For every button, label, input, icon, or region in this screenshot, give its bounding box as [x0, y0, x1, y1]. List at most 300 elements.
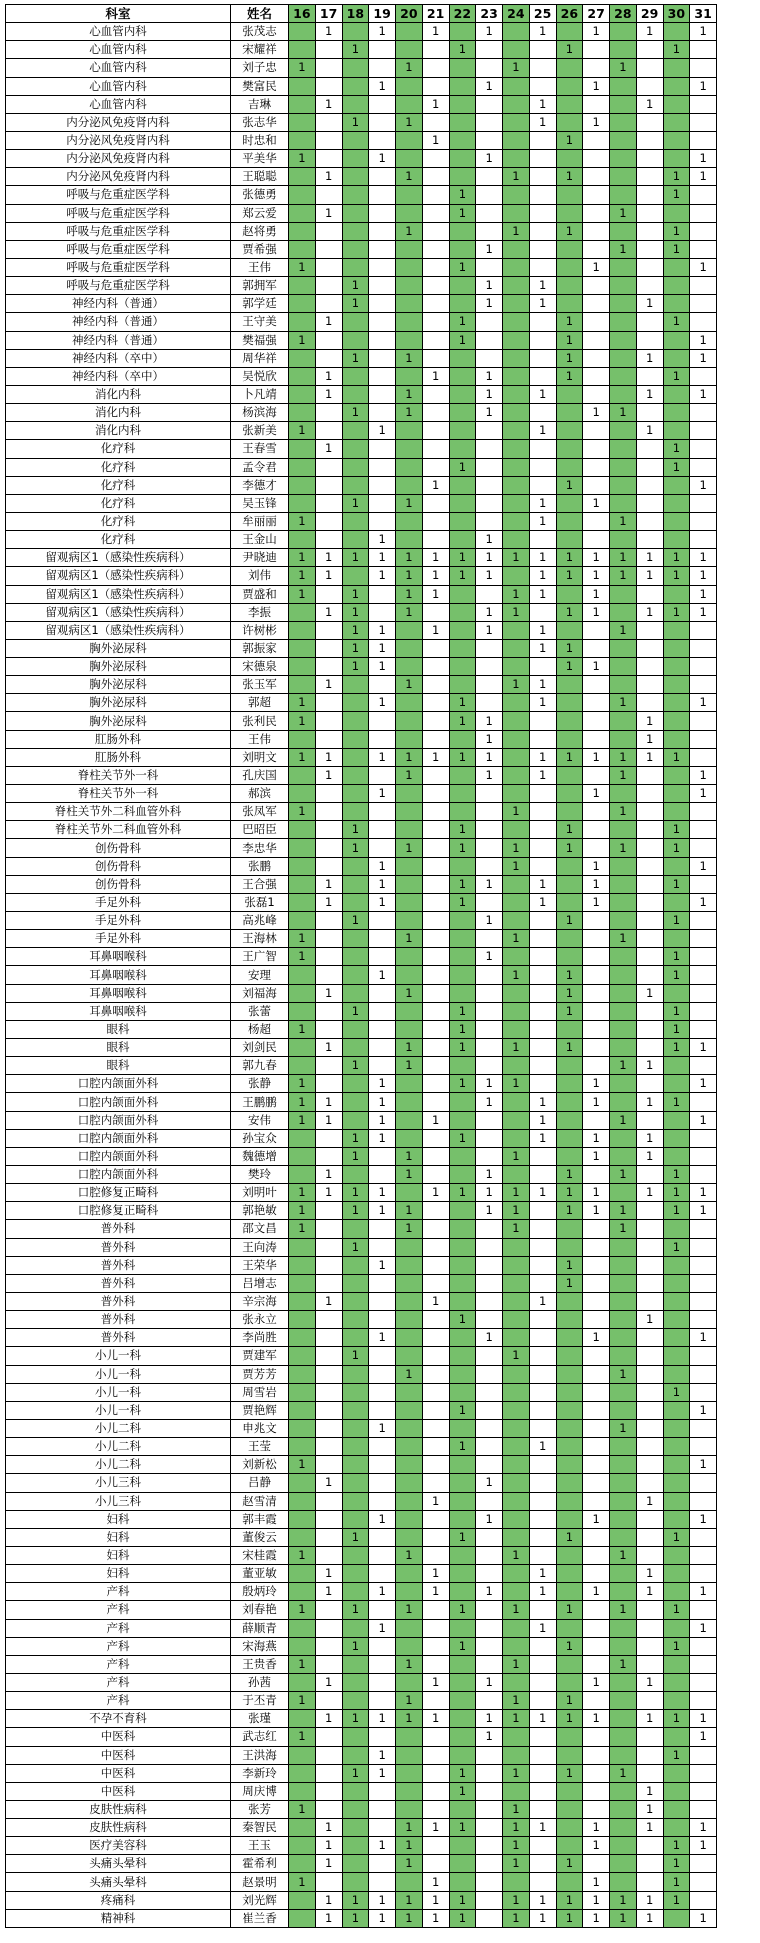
duty-cell-day-22 [449, 730, 476, 748]
table-row [6, 1746, 717, 1764]
duty-cell-day-16 [289, 1256, 316, 1274]
duty-cell-day-27 [583, 1764, 610, 1782]
duty-cell-day-21 [422, 1129, 449, 1147]
duty-cell-day-31 [690, 1764, 717, 1782]
duty-cell-day-29: 1 [636, 295, 663, 313]
duty-cell-day-21 [422, 1855, 449, 1873]
duty-cell-day-22 [449, 385, 476, 403]
duty-cell-day-23 [476, 1274, 503, 1292]
table-row [6, 1855, 717, 1873]
department-cell: 消化内科 [6, 385, 231, 403]
duty-cell-day-21 [422, 1147, 449, 1165]
duty-cell-day-24 [503, 1129, 530, 1147]
duty-cell-day-29 [636, 1039, 663, 1057]
duty-cell-day-20 [396, 1093, 423, 1111]
duty-cell-day-24 [503, 1401, 530, 1419]
department-cell: 胸外泌尿科 [6, 712, 231, 730]
duty-cell-day-22: 1 [449, 41, 476, 59]
duty-cell-day-27: 1 [583, 1891, 610, 1909]
duty-cell-day-23 [476, 131, 503, 149]
duty-cell-day-22: 1 [449, 331, 476, 349]
duty-cell-day-31 [690, 1655, 717, 1673]
duty-cell-day-31: 1 [690, 1837, 717, 1855]
duty-cell-day-29 [636, 1238, 663, 1256]
duty-cell-day-17 [315, 730, 342, 748]
duty-cell-day-23 [476, 1002, 503, 1020]
duty-cell-day-31 [690, 41, 717, 59]
duty-cell-day-22 [449, 1873, 476, 1891]
duty-cell-day-25 [529, 1383, 556, 1401]
duty-cell-day-16: 1 [289, 1111, 316, 1129]
duty-cell-day-31 [690, 1746, 717, 1764]
duty-cell-day-26 [556, 875, 583, 893]
duty-cell-day-29 [636, 204, 663, 222]
duty-cell-day-28: 1 [610, 1057, 637, 1075]
duty-cell-day-17 [315, 1546, 342, 1564]
duty-cell-day-18 [342, 23, 369, 41]
duty-cell-day-27 [583, 1546, 610, 1564]
table-row [6, 458, 717, 476]
duty-cell-day-18: 1 [342, 1601, 369, 1619]
duty-cell-day-26 [556, 23, 583, 41]
duty-cell-day-17 [315, 404, 342, 422]
duty-cell-day-19 [369, 404, 396, 422]
duty-cell-day-16: 1 [289, 1020, 316, 1038]
duty-cell-day-29: 1 [636, 1129, 663, 1147]
duty-cell-day-31: 1 [690, 1202, 717, 1220]
duty-cell-day-21: 1 [422, 1565, 449, 1583]
duty-cell-day-17 [315, 1764, 342, 1782]
duty-cell-day-29 [636, 150, 663, 168]
duty-cell-day-17 [315, 1220, 342, 1238]
duty-cell-day-21 [422, 422, 449, 440]
duty-cell-day-16 [289, 1782, 316, 1800]
duty-cell-day-17 [315, 1692, 342, 1710]
staff-name-cell: 高兆峰 [231, 912, 289, 930]
duty-cell-day-16 [289, 966, 316, 984]
duty-cell-day-24 [503, 1673, 530, 1691]
duty-cell-day-24 [503, 295, 530, 313]
duty-cell-day-18 [342, 150, 369, 168]
department-cell: 化疗科 [6, 531, 231, 549]
duty-cell-day-26 [556, 1819, 583, 1837]
duty-cell-day-22: 1 [449, 1601, 476, 1619]
duty-cell-day-29: 1 [636, 1093, 663, 1111]
duty-cell-day-30: 1 [663, 1528, 690, 1546]
table-row [6, 168, 717, 186]
duty-cell-day-16: 1 [289, 258, 316, 276]
department-cell: 产科 [6, 1673, 231, 1691]
table-row [6, 1474, 717, 1492]
duty-cell-day-18: 1 [342, 603, 369, 621]
duty-cell-day-26 [556, 1020, 583, 1038]
duty-cell-day-24: 1 [503, 857, 530, 875]
duty-cell-day-22: 1 [449, 1891, 476, 1909]
duty-cell-day-28 [610, 912, 637, 930]
department-cell: 内分泌风免疫肾内科 [6, 168, 231, 186]
duty-cell-day-20 [396, 803, 423, 821]
staff-name-cell: 周华祥 [231, 349, 289, 367]
duty-cell-day-18 [342, 785, 369, 803]
table-row [6, 531, 717, 549]
duty-cell-day-30: 1 [663, 1837, 690, 1855]
duty-cell-day-31: 1 [690, 1401, 717, 1419]
department-cell: 中医科 [6, 1764, 231, 1782]
staff-name-cell: 时忠和 [231, 131, 289, 149]
duty-cell-day-28 [610, 422, 637, 440]
staff-name-cell: 吕静 [231, 1474, 289, 1492]
duty-cell-day-26: 1 [556, 1601, 583, 1619]
duty-cell-day-28 [610, 1492, 637, 1510]
duty-cell-day-31 [690, 1546, 717, 1564]
duty-cell-day-30 [663, 1220, 690, 1238]
duty-cell-day-25 [529, 1800, 556, 1818]
duty-cell-day-30: 1 [663, 1238, 690, 1256]
duty-cell-day-19 [369, 1401, 396, 1419]
duty-cell-day-18: 1 [342, 1129, 369, 1147]
duty-cell-day-20 [396, 240, 423, 258]
duty-cell-day-16 [289, 1438, 316, 1456]
duty-cell-day-16: 1 [289, 1075, 316, 1093]
duty-cell-day-27: 1 [583, 1510, 610, 1528]
duty-cell-day-31 [690, 1873, 717, 1891]
duty-cell-day-26 [556, 1419, 583, 1437]
duty-cell-day-28 [610, 1020, 637, 1038]
duty-cell-day-18 [342, 1619, 369, 1637]
duty-cell-day-23 [476, 331, 503, 349]
duty-cell-day-23 [476, 1637, 503, 1655]
duty-cell-day-30: 1 [663, 1039, 690, 1057]
duty-cell-day-17: 1 [315, 204, 342, 222]
duty-cell-day-24 [503, 1583, 530, 1601]
duty-cell-day-18: 1 [342, 912, 369, 930]
duty-cell-day-24 [503, 984, 530, 1002]
duty-cell-day-20 [396, 1383, 423, 1401]
department-cell: 眼科 [6, 1039, 231, 1057]
duty-cell-day-25 [529, 131, 556, 149]
duty-cell-day-31: 1 [690, 1456, 717, 1474]
duty-cell-day-17 [315, 113, 342, 131]
duty-cell-day-18 [342, 857, 369, 875]
duty-cell-day-27: 1 [583, 1710, 610, 1728]
duty-cell-day-25 [529, 1546, 556, 1564]
duty-cell-day-25: 1 [529, 1184, 556, 1202]
duty-cell-day-22: 1 [449, 1637, 476, 1655]
duty-cell-day-30 [663, 1764, 690, 1782]
duty-cell-day-24: 1 [503, 839, 530, 857]
department-cell: 眼科 [6, 1057, 231, 1075]
duty-cell-day-26 [556, 1746, 583, 1764]
duty-cell-day-29 [636, 1510, 663, 1528]
duty-cell-day-20: 1 [396, 1365, 423, 1383]
duty-cell-day-23 [476, 1692, 503, 1710]
staff-name-cell: 王伟 [231, 258, 289, 276]
department-cell: 创伤骨科 [6, 875, 231, 893]
duty-cell-day-25 [529, 730, 556, 748]
duty-cell-day-19: 1 [369, 639, 396, 657]
duty-cell-day-26 [556, 494, 583, 512]
duty-cell-day-20: 1 [396, 549, 423, 567]
duty-cell-day-24 [503, 639, 530, 657]
duty-cell-day-17 [315, 585, 342, 603]
duty-cell-day-16 [289, 785, 316, 803]
duty-cell-day-19 [369, 930, 396, 948]
staff-name-cell: 王玉 [231, 1837, 289, 1855]
duty-cell-day-30 [663, 803, 690, 821]
duty-cell-day-16 [289, 766, 316, 784]
duty-cell-day-27 [583, 1492, 610, 1510]
duty-cell-day-19: 1 [369, 549, 396, 567]
duty-cell-day-16 [289, 168, 316, 186]
duty-cell-day-18 [342, 1474, 369, 1492]
header-day-22: 22 [449, 5, 476, 23]
duty-cell-day-27: 1 [583, 603, 610, 621]
table-row [6, 1311, 717, 1329]
duty-cell-day-31: 1 [690, 1510, 717, 1528]
duty-cell-day-27 [583, 1855, 610, 1873]
duty-cell-day-19 [369, 440, 396, 458]
duty-cell-day-22 [449, 1746, 476, 1764]
duty-cell-day-29 [636, 839, 663, 857]
staff-name-cell: 孙宝众 [231, 1129, 289, 1147]
staff-name-cell: 孙茜 [231, 1673, 289, 1691]
duty-cell-day-17 [315, 966, 342, 984]
duty-cell-day-21 [422, 785, 449, 803]
table-row [6, 1129, 717, 1147]
duty-cell-day-19: 1 [369, 150, 396, 168]
duty-cell-day-31: 1 [690, 1329, 717, 1347]
table-row [6, 1837, 717, 1855]
duty-cell-day-20 [396, 1456, 423, 1474]
duty-cell-day-21 [422, 1347, 449, 1365]
table-row [6, 404, 717, 422]
duty-cell-day-20 [396, 1492, 423, 1510]
department-cell: 精神科 [6, 1909, 231, 1927]
duty-cell-day-21 [422, 404, 449, 422]
duty-cell-day-25 [529, 404, 556, 422]
duty-cell-day-31 [690, 1528, 717, 1546]
duty-cell-day-19 [369, 1274, 396, 1292]
staff-name-cell: 郭学廷 [231, 295, 289, 313]
duty-cell-day-30: 1 [663, 1184, 690, 1202]
department-cell: 口腔内颌面外科 [6, 1147, 231, 1165]
duty-cell-day-29 [636, 1347, 663, 1365]
duty-cell-day-29 [636, 240, 663, 258]
duty-cell-day-30 [663, 1510, 690, 1528]
duty-cell-day-30 [663, 639, 690, 657]
department-cell: 妇科 [6, 1510, 231, 1528]
duty-cell-day-24 [503, 1510, 530, 1528]
duty-cell-day-17 [315, 1873, 342, 1891]
duty-cell-day-23: 1 [476, 23, 503, 41]
duty-cell-day-21 [422, 41, 449, 59]
duty-cell-day-20: 1 [396, 676, 423, 694]
duty-cell-day-19 [369, 240, 396, 258]
duty-cell-day-18 [342, 1166, 369, 1184]
duty-cell-day-19 [369, 712, 396, 730]
duty-cell-day-25: 1 [529, 585, 556, 603]
duty-cell-day-19 [369, 1637, 396, 1655]
duty-cell-day-18 [342, 1093, 369, 1111]
duty-cell-day-20: 1 [396, 349, 423, 367]
duty-cell-day-23 [476, 41, 503, 59]
duty-cell-day-26: 1 [556, 168, 583, 186]
duty-cell-day-24 [503, 1383, 530, 1401]
duty-cell-day-30 [663, 95, 690, 113]
duty-cell-day-21: 1 [422, 621, 449, 639]
duty-cell-day-31 [690, 1419, 717, 1437]
duty-cell-day-18 [342, 1583, 369, 1601]
duty-cell-day-28 [610, 95, 637, 113]
duty-cell-day-25: 1 [529, 1111, 556, 1129]
table-row [6, 1800, 717, 1818]
duty-cell-day-30 [663, 893, 690, 911]
duty-cell-day-30 [663, 785, 690, 803]
duty-cell-day-28 [610, 385, 637, 403]
duty-cell-day-17 [315, 331, 342, 349]
duty-cell-day-30 [663, 1292, 690, 1310]
duty-cell-day-20 [396, 295, 423, 313]
duty-cell-day-19: 1 [369, 23, 396, 41]
duty-cell-day-21 [422, 1782, 449, 1800]
staff-name-cell: 郭丰霞 [231, 1510, 289, 1528]
duty-cell-day-16 [289, 313, 316, 331]
table-row [6, 1419, 717, 1437]
duty-cell-day-23 [476, 1438, 503, 1456]
duty-cell-day-29 [636, 1383, 663, 1401]
duty-cell-day-24 [503, 349, 530, 367]
duty-cell-day-31: 1 [690, 766, 717, 784]
department-cell: 肛肠外科 [6, 730, 231, 748]
duty-cell-day-29: 1 [636, 1819, 663, 1837]
duty-cell-day-29 [636, 912, 663, 930]
staff-name-cell: 董俊云 [231, 1528, 289, 1546]
staff-name-cell: 刘子忠 [231, 59, 289, 77]
duty-cell-day-30: 1 [663, 186, 690, 204]
duty-cell-day-27 [583, 204, 610, 222]
table-row [6, 839, 717, 857]
duty-cell-day-21 [422, 658, 449, 676]
duty-cell-day-17 [315, 1238, 342, 1256]
duty-cell-day-18 [342, 331, 369, 349]
duty-cell-day-29 [636, 1256, 663, 1274]
duty-cell-day-25: 1 [529, 748, 556, 766]
duty-cell-day-23 [476, 1365, 503, 1383]
staff-name-cell: 王鹏鹏 [231, 1093, 289, 1111]
duty-cell-day-16 [289, 1746, 316, 1764]
duty-cell-day-31 [690, 1438, 717, 1456]
duty-cell-day-27 [583, 1746, 610, 1764]
duty-cell-day-18 [342, 803, 369, 821]
duty-cell-day-26: 1 [556, 131, 583, 149]
duty-cell-day-30 [663, 1474, 690, 1492]
table-row [6, 222, 717, 240]
duty-cell-day-27 [583, 984, 610, 1002]
department-cell: 留观病区1（感染性疾病科） [6, 585, 231, 603]
duty-cell-day-30 [663, 1673, 690, 1691]
department-cell: 小儿二科 [6, 1438, 231, 1456]
duty-cell-day-27 [583, 1655, 610, 1673]
duty-cell-day-19: 1 [369, 1619, 396, 1637]
table-row [6, 730, 717, 748]
duty-cell-day-26 [556, 1673, 583, 1691]
duty-cell-day-26: 1 [556, 1256, 583, 1274]
duty-cell-day-17 [315, 1746, 342, 1764]
duty-cell-day-28: 1 [610, 240, 637, 258]
duty-cell-day-17 [315, 694, 342, 712]
staff-name-cell: 董亚敏 [231, 1565, 289, 1583]
duty-cell-day-24: 1 [503, 1202, 530, 1220]
duty-cell-day-26 [556, 1456, 583, 1474]
duty-cell-day-29 [636, 1873, 663, 1891]
duty-cell-day-19: 1 [369, 1256, 396, 1274]
duty-cell-day-20 [396, 186, 423, 204]
duty-cell-day-26: 1 [556, 912, 583, 930]
duty-cell-day-30: 1 [663, 567, 690, 585]
duty-cell-day-28 [610, 277, 637, 295]
staff-name-cell: 张利民 [231, 712, 289, 730]
department-cell: 留观病区1（感染性疾病科） [6, 621, 231, 639]
table-row [6, 385, 717, 403]
duty-cell-day-24 [503, 1311, 530, 1329]
duty-cell-day-17 [315, 277, 342, 295]
duty-cell-day-21 [422, 984, 449, 1002]
duty-cell-day-22 [449, 1347, 476, 1365]
duty-cell-day-28: 1 [610, 621, 637, 639]
table-row [6, 1655, 717, 1673]
duty-cell-day-16 [289, 1673, 316, 1691]
duty-cell-day-21 [422, 1020, 449, 1038]
duty-cell-day-19: 1 [369, 77, 396, 95]
duty-cell-day-24 [503, 875, 530, 893]
duty-cell-day-27: 1 [583, 1909, 610, 1927]
table-row [6, 1782, 717, 1800]
duty-cell-day-19 [369, 258, 396, 276]
staff-name-cell: 郭超 [231, 694, 289, 712]
table-row [6, 422, 717, 440]
staff-name-cell: 樊福强 [231, 331, 289, 349]
department-cell: 普外科 [6, 1238, 231, 1256]
duty-cell-day-19 [369, 1057, 396, 1075]
duty-cell-day-29 [636, 131, 663, 149]
duty-cell-day-30 [663, 59, 690, 77]
duty-cell-day-20 [396, 1438, 423, 1456]
table-row [6, 1256, 717, 1274]
duty-cell-day-20 [396, 1401, 423, 1419]
duty-cell-day-30 [663, 1347, 690, 1365]
duty-cell-day-30 [663, 766, 690, 784]
duty-cell-day-28: 1 [610, 204, 637, 222]
duty-cell-day-31: 1 [690, 150, 717, 168]
duty-cell-day-29 [636, 639, 663, 657]
duty-cell-day-23 [476, 1819, 503, 1837]
duty-cell-day-17 [315, 639, 342, 657]
staff-name-cell: 樊玲 [231, 1166, 289, 1184]
duty-cell-day-18 [342, 186, 369, 204]
duty-cell-day-23: 1 [476, 1583, 503, 1601]
duty-cell-day-25: 1 [529, 295, 556, 313]
duty-cell-day-18 [342, 730, 369, 748]
duty-cell-day-25: 1 [529, 639, 556, 657]
duty-cell-day-30 [663, 1728, 690, 1746]
duty-cell-day-25: 1 [529, 694, 556, 712]
duty-cell-day-24: 1 [503, 1147, 530, 1165]
duty-cell-day-17: 1 [315, 676, 342, 694]
staff-name-cell: 张永立 [231, 1311, 289, 1329]
duty-cell-day-21 [422, 639, 449, 657]
duty-cell-day-31: 1 [690, 1583, 717, 1601]
table-row [6, 349, 717, 367]
